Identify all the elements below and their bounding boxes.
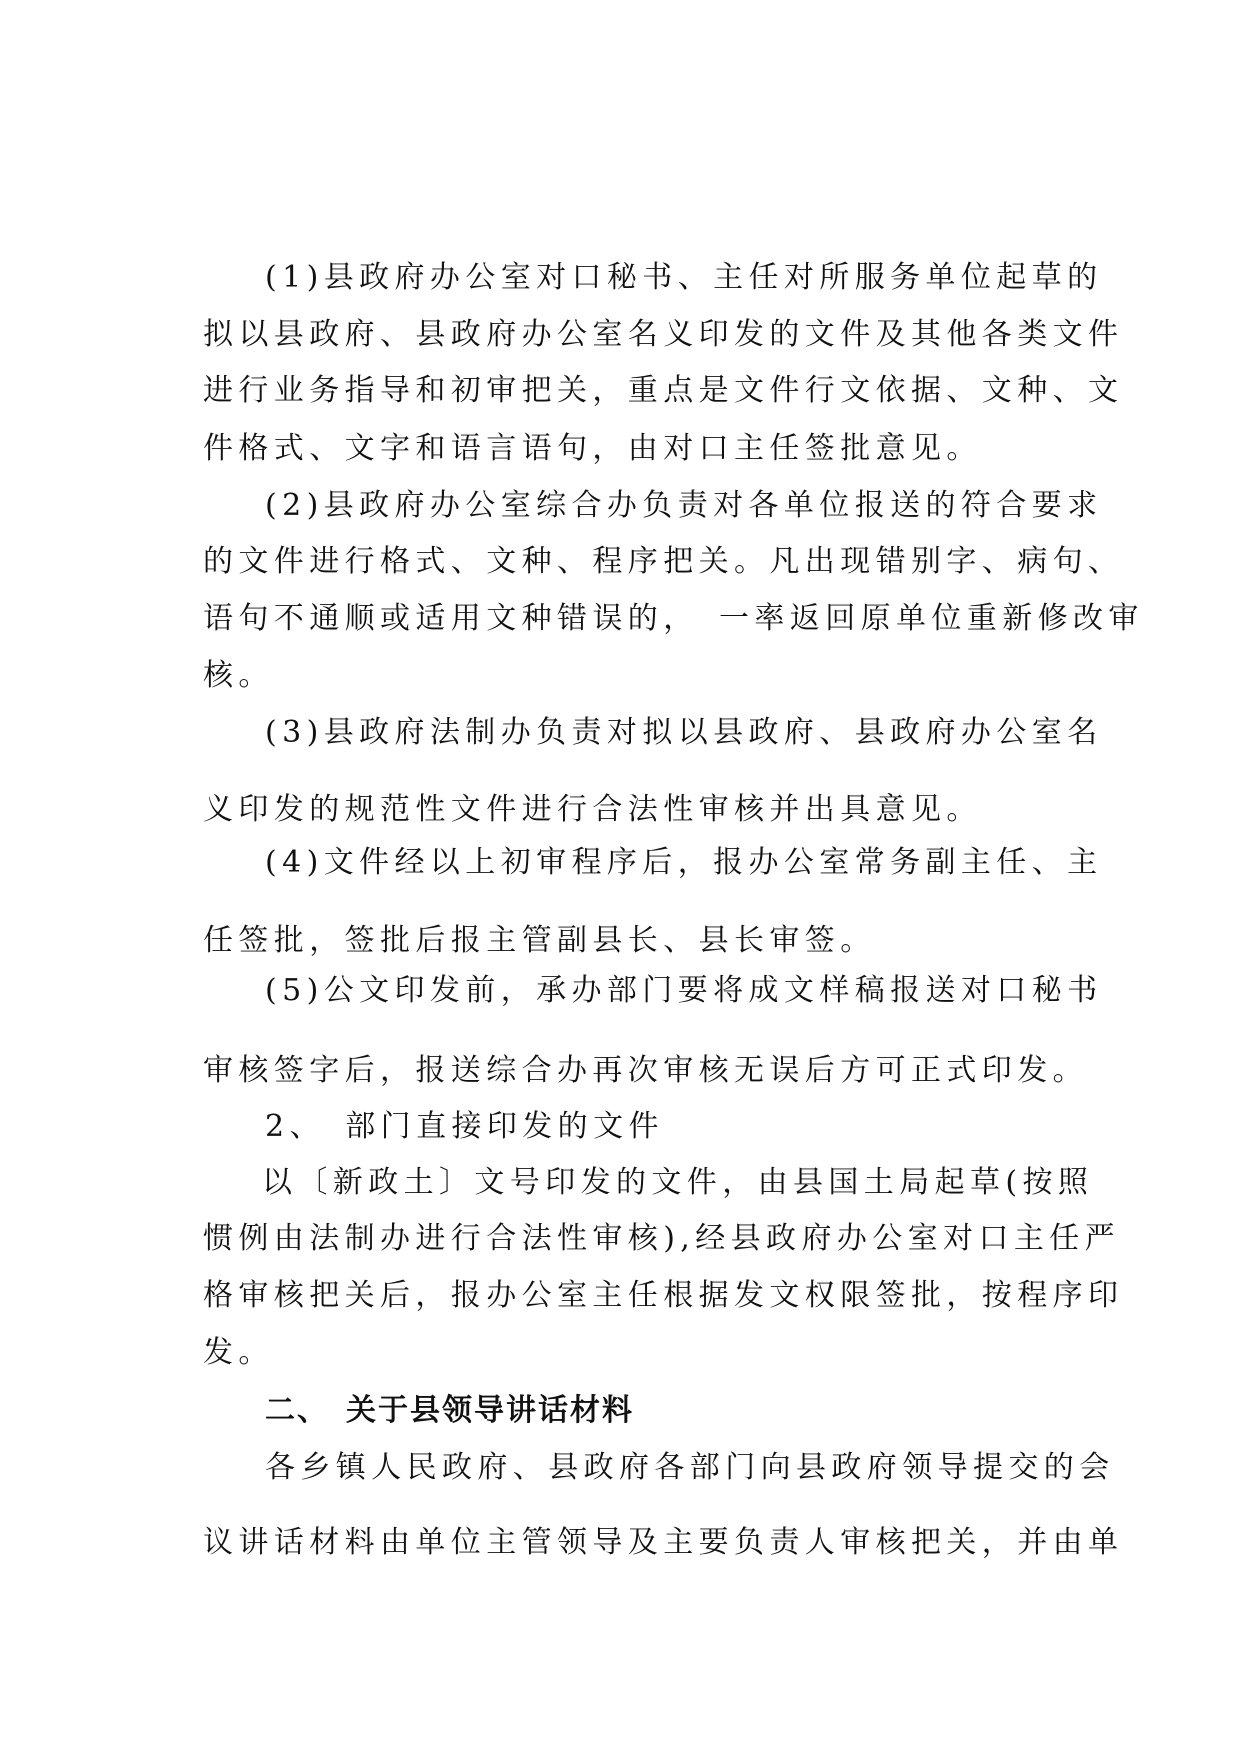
paragraph-1-line-2: 拟以县政府、县政府办公室名义印发的文件及其他各类文件 (203, 317, 1124, 352)
paragraph-2-line-1: (2)县政府办公室综合办负责对各单位报送的符合要求 (265, 488, 1103, 523)
paragraph-6-line-1: 以〔新政土〕文号印发的文件，由县国土局起草(按照 (262, 1165, 1094, 1200)
paragraph-5-line-1: (5)公文印发前，承办部门要将成文样稿报送对口秘书 (265, 973, 1103, 1008)
paragraph-7-line-1: 各乡镇人民政府、县政府各部门向县政府领导提交的会 (265, 1450, 1115, 1485)
paragraph-7-line-2: 议讲话材料由单位主管领导及主要负责人审核把关，并由单 (203, 1525, 1124, 1560)
paragraph-3-line-2: 义印发的规范性文件进行合法性审核并出具意见。 (203, 792, 982, 827)
paragraph-3-line-1: (3)县政府法制办负责对拟以县政府、县政府办公室名 (265, 715, 1103, 750)
section-item-2: 2、 部门直接印发的文件 (265, 1109, 664, 1144)
paragraph-2-line-4: 核。 (203, 658, 274, 693)
paragraph-6-line-4: 发。 (203, 1335, 274, 1370)
paragraph-2-line-3: 语句不通顺或适用文种错误的， 一率返回原单位重新修改审 (203, 601, 1144, 636)
paragraph-4-line-2: 任签批，签批后报主管副县长、县长审签。 (203, 923, 876, 958)
section-heading-2: 二、 关于县领导讲话材料 (265, 1393, 634, 1428)
paragraph-6-line-3: 格审核把关后，报办公室主任根据发文权限签批，按程序印 (203, 1278, 1124, 1313)
paragraph-1-line-3: 进行业务指导和初审把关，重点是文件行文依据、文种、文 (203, 373, 1124, 408)
paragraph-1-line-1: (1)县政府办公室对口秘书、主任对所服务单位起草的 (265, 260, 1103, 295)
paragraph-4-line-1: (4)文件经以上初审程序后，报办公室常务副主任、主 (265, 845, 1103, 880)
paragraph-5-line-2: 审核签字后，报送综合办再次审核无误后方可正式印发。 (203, 1053, 1088, 1088)
paragraph-6-line-2: 惯例由法制办进行合法性审核),经县政府办公室对口主任严 (203, 1221, 1121, 1256)
paragraph-2-line-2: 的文件进行格式、文种、程序把关。凡出现错别字、病句、 (203, 544, 1124, 579)
paragraph-1-line-4: 件格式、文字和语言语句，由对口主任签批意见。 (203, 431, 982, 466)
